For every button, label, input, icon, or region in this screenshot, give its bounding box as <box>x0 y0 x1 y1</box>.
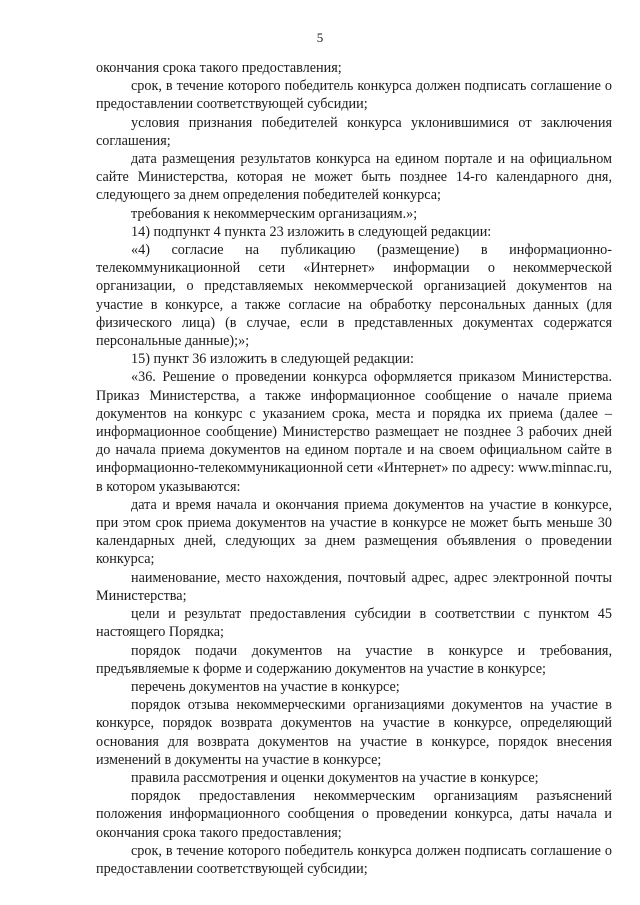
paragraph: дата размещения результатов конкурса на едином портале и на официальном сайте Министерства, которая не может быть позднее 14-го календарного дня, следующего за днем определения победителей конкурса; <box>96 151 612 204</box>
paragraph: правила рассмотрения и оценки документов на участие в конкурсе; <box>131 769 539 786</box>
paragraph: срок, в течение которого победитель конкурса должен подписать соглашение о предоставлении соответствующей субсидии; <box>96 842 612 877</box>
paragraph: дата и время начала и окончания приема документов на участие в конкурсе, при этом срок приема документов на участие в конкурсе не может быть меньше 30 календарных дней, следующих за днем размещения объявления о проведении конкурса; <box>96 496 612 568</box>
paragraph: 14) подпункт 4 пункта 23 изложить в следующей редакции: <box>131 223 492 240</box>
paragraph: порядок предоставления некоммерческим организациям разъяснений положения информационного сообщения о проведении конкурса, даты начала и окончания срока такого предоставления; <box>96 788 612 841</box>
paragraph: наименование, место нахождения, почтовый адрес, адрес электронной почты Министерства; <box>96 569 612 604</box>
document-body <box>96 59 612 878</box>
paragraph: порядок подачи документов на участие в конкурсе и требования, предъявляемые к форме и содержанию документов на участие в конкурсе; <box>96 642 612 677</box>
paragraph: «4) согласие на публикацию (размещение) в информационно-телекоммуникационной сети «Интернет» информации о некоммерческой организации, о представляемых некоммерческой организацией документов на участие в конкурсе, а также согласие на обработку персональных данных (для физического лица) (в случае, если в представленных документах содержатся персональные данные);»; <box>96 242 612 350</box>
paragraph: цели и результат предоставления субсидии в соответствии с пунктом 45 настоящего Порядка; <box>96 606 612 641</box>
paragraph: срок, в течение которого победитель конкурса должен подписать соглашение о предоставлении соответствующей субсидии; <box>96 78 612 113</box>
paragraph: окончания срока такого предоставления; <box>96 60 342 76</box>
paragraph: порядок отзыва некоммерческими организациями документов на участие в конкурсе, порядок возврата документов на участие в конкурсе, определяющий основания для возврата документов на участие в конкурсе, порядок внесения изменений в документы на участие в конкурсе; <box>96 697 612 768</box>
paragraph: перечень документов на участие в конкурсе; <box>131 678 400 695</box>
paragraph: требования к некоммерческим организациям.»; <box>131 205 418 222</box>
paragraph: условия признания победителей конкурса уклонившимися от заключения соглашения; <box>96 114 612 149</box>
paragraph: «36. Решение о проведении конкурса оформляется приказом Министерства. Приказ Министерства, а также информационное сообщение о начале приема документов на конкурс с указанием срока, места и порядка их приема (далее – информационное сообщение) Министерство размещает не позднее 3 рабочих дней до начала приема документов на едином портале и на своем официальном сайте в информационно-телекоммуникационной сети «Интернет» по адресу: www.minnac.ru, в котором указываются: <box>96 369 612 495</box>
page-number: 5 <box>316 30 324 45</box>
paragraph: 15) пункт 36 изложить в следующей редакции: <box>131 351 414 368</box>
